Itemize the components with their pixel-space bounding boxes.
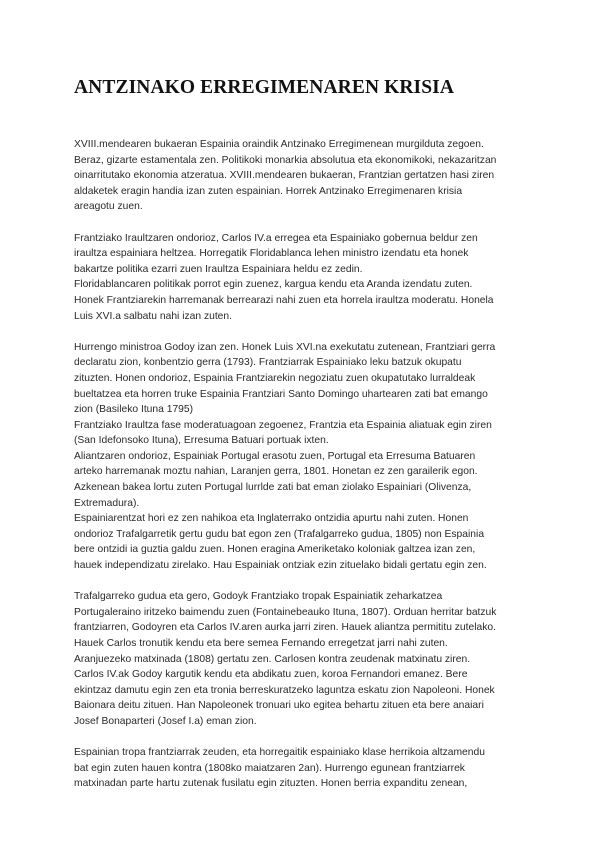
text-line: zituzten. Honen ondorioz, Espainia Frantziarekin negoziatu zuen okupatutako lurraldeak	[74, 372, 476, 384]
text-line: Azkenean bakea lortu zuten Portugal lurrlde zati bat eman ziolako Espainiari (Olivenza,	[74, 482, 472, 494]
text-line: oinarritutako ekonomia atzeratua. XVIII.mendearen bukaeran, Frantzian gertatzen hasi ziren	[74, 170, 495, 182]
paragraph-4	[74, 589, 554, 729]
text-line: Josef Bonaparteri (Josef I.a) eman zion.	[74, 715, 257, 727]
text-line: Frantziako Iraultza fase moderatuagoan zegoenez, Frantzia eta Espainia aliatuak egin ziren	[74, 419, 492, 431]
text-line: ekintzaz damutu egin zen eta tronia berreskuratzeko laguntza eskatu zion Napoleoni. Honek	[74, 684, 495, 696]
text-line: Luis XVI.a salbatu nahi izan zuten.	[74, 310, 232, 322]
text-line: Frantziako Iraultzaren ondorioz, Carlos IV.a erregea eta Espainiako gobernua beldur zen	[74, 232, 478, 244]
paragraph-5	[74, 745, 554, 792]
text-line: bat egin zuten hauen kontra (1808ko maiatzaren 2an). Hurrengo egunean frantziarrek	[74, 762, 465, 774]
text-line: Extremadura).	[74, 497, 140, 509]
text-line: zion (Basileko Ituna 1795)	[74, 404, 194, 416]
text-line: aldaketek eragin handia izan zuten espainian. Horrek Antzinako Erregimenaren krisia	[74, 185, 463, 197]
text-line: Floridablancaren politikak porrot egin zuenez, kargua kendu eta Aranda izendatu zuten.	[74, 279, 473, 291]
text-line: bueltatzea eta horren truke Espainia Frantziari Santo Domingo uhartearen zati bat emango	[74, 388, 488, 400]
text-line: Hurrengo ministroa Godoy izan zen. Honek Luis XVI.na exekutatu zutenean, Frantziari gerra	[74, 341, 496, 353]
text-line: ondorioz Trafalgarretik gertu gudu bat egon zen (Trafalgarreko gudua, 1805) non Espainia	[74, 528, 485, 540]
text-line: iraultza espainiara heltzea. Horregatik Floridablanca lehen ministro izendatu eta honek	[74, 248, 469, 260]
text-line: Beraz, gizarte estamentala zen. Politikoki monarkia absolutua eta ekonomikoki, nekazaritzan	[74, 154, 497, 166]
text-line: frantziarren, Godoyren eta Carlos IV.aren aurka jarri ziren. Hauek aliantza permititu zutelako.	[74, 622, 496, 634]
text-line: declaratu zion, konbentzio gerra (1793). Frantziarrak Espainiako leku batzuk okupatu	[74, 357, 462, 369]
paragraph-2	[74, 231, 554, 325]
document-title: ANTZINAKO ERREGIMENAREN KRISIA	[74, 77, 455, 98]
text-line: matxinadan parte hartu zutenak fusilatu egin zituzten. Honen berria expanditu zenean,	[74, 778, 468, 790]
text-line: Espainiarentzat hori ez zen nahikoa eta Inglaterrako ontzidia apurtu nahi zuten. Honen	[74, 513, 469, 525]
text-line: Honek Frantziarekin harremanak berrearazi nahi zuen eta horrela iraultza moderatu. Honela	[74, 294, 494, 306]
text-line: Baionara deitu zituen. Han Napoleonek tronuari uko egitea behartu zituen eta bere anaiari	[74, 700, 484, 712]
text-line: areagotu zuen.	[74, 201, 143, 213]
text-line: Aliantzaren ondorioz, Espainiak Portugal erasotu zuen, Portugal eta Erresuma Batuaren	[74, 450, 476, 462]
paragraph-3	[74, 340, 554, 574]
text-line: bakartze politika ezarri zuen Iraultza Espainiara heldu ez zedin.	[74, 263, 363, 275]
text-line: (San Idefonsoko Ituna), Erresuma Batuari portuak ixten.	[74, 435, 329, 447]
text-line: bere ontzidi ia guztia galdu zuen. Honen eragina Ameriketako koloniak galtzea izan zen,	[74, 544, 476, 556]
text-line: Aranjuezeko matxinada (1808) gertatu zen. Carlosen kontra zeudenak matxinatu ziren.	[74, 653, 471, 665]
text-line: Portugaleraino iritzeko baimendu zuen (Fontainebeauko Ituna, 1807). Orduan herritar batzuk	[74, 606, 497, 618]
text-line: Carlos IV.ak Godoy kargutik kendu eta abdikatu zuen, koroa Fernandori emanez. Bere	[74, 669, 468, 681]
text-line: arteko harremanak moztu nahian, Laranjen gerra, 1801. Honetan ez zen garailerik egon.	[74, 466, 478, 478]
paragraph-1	[74, 137, 554, 215]
text-line: Espainian tropa frantziarrak zeuden, eta horregaitik espainiako klase herrikoia altzamendu	[74, 747, 485, 759]
text-line: Trafalgarreko gudua eta gero, Godoyk Frantziako tropak Espainiatik zeharkatzea	[74, 591, 443, 603]
text-line: hauek independizatu zirelako. Hau Espainiak ontziak ezin zituelako bidali gertatu egin zen.	[74, 560, 487, 572]
text-line: XVIII.mendearen bukaeran Espainia oraindik Antzinako Erregimenean murgilduta zegoen.	[74, 139, 484, 150]
text-line: Hauek Carlos tronutik kendu eta bere semea Fernando erregetzat jarri nahi zuten.	[74, 638, 448, 649]
document-body	[74, 137, 554, 808]
